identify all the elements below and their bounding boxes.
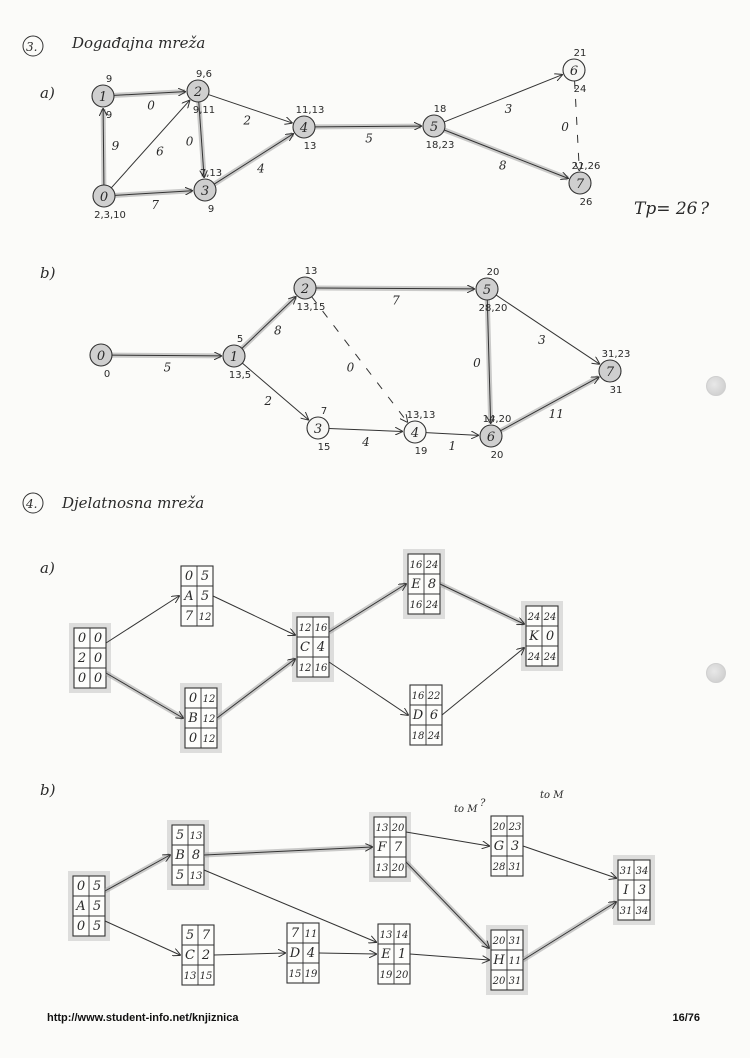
net4b-box-I-es: 31 xyxy=(619,866,633,877)
net3b-node-late-3: 15 xyxy=(317,442,331,453)
net4a-box-D xyxy=(410,685,442,745)
net4a-arrow-D-K xyxy=(442,648,524,715)
net4b-box-E-dur: 1 xyxy=(397,947,407,962)
activity-network-b xyxy=(68,812,655,995)
net4b-arrow-F-H xyxy=(406,862,489,948)
net4a-box-D-dur: 6 xyxy=(429,708,439,723)
net4a-box-C-lf: 16 xyxy=(314,663,328,674)
net4b-box-B-name: B xyxy=(175,848,185,863)
net4b-arrow-H-I xyxy=(523,902,616,960)
section-3-number: 3. xyxy=(26,40,38,54)
net4a-box-E-dur: 8 xyxy=(427,577,437,592)
net4a-arrow-B-C xyxy=(217,659,295,718)
net4b-box-F-lf: 20 xyxy=(391,863,405,874)
net3b-edge-label-5-7: 3 xyxy=(538,332,546,347)
net4b-box-F-es: 13 xyxy=(375,823,389,834)
annotation-m: to M xyxy=(540,790,564,801)
net3b-node-late-7: 31 xyxy=(609,385,623,396)
section-4-title: Djelatnosna mreža xyxy=(62,494,205,512)
net3b-edge-label-0-1: 5 xyxy=(163,360,172,375)
net3b-edge-label-2-4: 0 xyxy=(346,360,355,375)
net4b-box-A-dur: 5 xyxy=(92,899,102,914)
net3b-node-early-2: 13 xyxy=(304,266,318,277)
net4b-box-H-name: H xyxy=(493,953,505,968)
net4a-box-A-dur: 5 xyxy=(200,589,210,604)
net3b-node-early-5: 20 xyxy=(486,267,500,278)
net4a-box-B-dur: 12 xyxy=(202,714,216,725)
net3b-node-id-7: 7 xyxy=(605,365,615,380)
net4b-box-F-ef: 20 xyxy=(391,823,405,834)
net3a-edge-label-0-2: 6 xyxy=(156,144,164,159)
net4b-box-I-name: I xyxy=(623,883,629,898)
net3b-node-id-5: 5 xyxy=(482,283,492,298)
net4a-box-B xyxy=(185,688,217,748)
net4a-box-K-dur: 0 xyxy=(545,629,555,644)
net3a-node-early-1: 9 xyxy=(105,74,113,85)
net4a-arrow-start-A xyxy=(106,596,179,643)
net4a-arrow-A-C xyxy=(213,596,295,635)
net3b-node-late-1: 13,5 xyxy=(228,370,252,381)
net4a-box-E-ls: 16 xyxy=(409,600,423,611)
net3a-node-id-1: 1 xyxy=(98,90,108,105)
net3b-edge-label-1-3: 2 xyxy=(264,394,273,409)
net3b-edge-1-2 xyxy=(242,297,296,348)
net4b-box-D-lf: 19 xyxy=(304,969,318,980)
net3b-node-late-5: 28,20 xyxy=(478,303,508,314)
net3a-node-id-2: 2 xyxy=(193,85,203,100)
net4b-box-G xyxy=(491,816,523,876)
net4a-box-A-lf: 12 xyxy=(198,612,212,623)
net4a-box-C xyxy=(297,617,329,677)
net4a-box-K-ls: 24 xyxy=(527,652,541,663)
net3a-node-id-3: 3 xyxy=(200,184,210,199)
section-4-number: 4. xyxy=(26,497,38,511)
net3a-node-id-6: 6 xyxy=(569,64,579,79)
net4b-arrow-D-E xyxy=(319,953,376,954)
net4a-box-E-es: 16 xyxy=(409,560,423,571)
net3b-node-late-6: 20 xyxy=(490,450,504,461)
net3b-node-early-6: 14,20 xyxy=(482,414,512,425)
net4b-box-F-ls: 13 xyxy=(375,863,389,874)
net3a-node-id-7: 7 xyxy=(575,177,585,192)
net4a-box-A-ls: 7 xyxy=(184,609,194,624)
net3a-edge-label-0-1: 9 xyxy=(111,138,120,153)
net4a-box-E-name: E xyxy=(411,577,421,592)
punch-hole-top xyxy=(706,376,726,396)
net4b-box-G-dur: 3 xyxy=(510,839,520,854)
punch-hole-bottom xyxy=(706,663,726,683)
net4b-box-G-name: G xyxy=(493,839,505,854)
net4b-box-F-name: F xyxy=(377,840,387,855)
net4b-box-D-es: 7 xyxy=(290,926,300,941)
net4a-box-K-name: K xyxy=(529,629,539,644)
net4a-box-A xyxy=(181,566,213,626)
net3b-edge-1-3 xyxy=(242,363,308,419)
net3b-node-id-2: 2 xyxy=(300,282,310,297)
section-4b-label: b) xyxy=(40,781,56,799)
net3a-node-late-6: 24 xyxy=(573,84,587,95)
net3b-node-late-4: 19 xyxy=(414,446,428,457)
net4b-box-I-ls: 31 xyxy=(619,906,633,917)
net3a-node-id-4: 4 xyxy=(299,121,309,136)
net4a-box-start-ls: 0 xyxy=(77,671,87,686)
net4a-box-K-es: 24 xyxy=(527,612,541,623)
net4b-box-H-dur: 11 xyxy=(508,956,522,967)
net3a-node-late-3: 9 xyxy=(207,204,215,215)
section-3a-label: a) xyxy=(40,84,55,102)
net4b-box-C-lf: 15 xyxy=(199,971,213,982)
net4a-box-D-ef: 22 xyxy=(427,691,441,702)
net3b-node-early-4: 13,13 xyxy=(406,410,436,421)
net4b-box-C-dur: 2 xyxy=(201,948,211,963)
net4b-box-A-name: A xyxy=(76,899,86,914)
net4b-arrow-B-F xyxy=(204,847,372,855)
net4b-box-D-ls: 15 xyxy=(288,969,302,980)
net3a-edge-label-5-6: 3 xyxy=(504,102,513,117)
annotation-g-to-m: to M xyxy=(454,804,478,815)
net4a-box-C-dur: 4 xyxy=(316,640,326,655)
net4b-box-I-ef: 34 xyxy=(635,866,649,877)
net4a-box-K xyxy=(526,606,558,666)
net3a-node-late-4: 13 xyxy=(303,141,317,152)
net4b-box-E-es: 13 xyxy=(379,930,393,941)
net3b-edge-label-4-6: 1 xyxy=(448,438,457,453)
net4b-arrow-A-C xyxy=(105,921,180,955)
net3a-edge-5-6 xyxy=(444,75,562,122)
net3a-node-id-0: 0 xyxy=(99,190,109,205)
net4a-box-D-lf: 24 xyxy=(427,731,441,742)
net4b-box-C-ls: 13 xyxy=(183,971,197,982)
event-network-a xyxy=(92,48,600,221)
net4a-box-start-dur: 0 xyxy=(93,651,103,666)
net4b-box-C xyxy=(182,925,214,985)
net4b-box-E-ls: 19 xyxy=(379,970,393,981)
net3a-node-early-6: 21 xyxy=(573,48,587,59)
section-3b-label: b) xyxy=(40,264,56,282)
page-number: 16/76 xyxy=(672,1012,700,1024)
net3a-node-late-7: 26 xyxy=(579,197,593,208)
net4b-box-C-es: 5 xyxy=(185,928,195,943)
net4b-box-E-lf: 20 xyxy=(395,970,409,981)
net4b-box-G-es: 20 xyxy=(492,822,506,833)
net4b-box-C-name: C xyxy=(185,948,195,963)
footer-url-link[interactable]: http://www.student-info.net/knjiznica xyxy=(47,1012,239,1024)
net4b-box-H-es: 20 xyxy=(492,936,506,947)
net4b-box-H-lf: 31 xyxy=(508,976,522,987)
net4b-arrow-A-B xyxy=(105,855,170,891)
net4a-box-C-ls: 12 xyxy=(298,663,312,674)
net4a-box-start-name: 2 xyxy=(77,651,87,666)
net3b-edge-6-7 xyxy=(501,377,599,430)
net4b-box-E-ef: 14 xyxy=(395,930,409,941)
net4a-box-B-ls: 0 xyxy=(188,731,198,746)
net3b-edge-label-1-2: 8 xyxy=(273,323,282,338)
critical-time-label: Tp= 26 xyxy=(634,199,698,219)
section-3-header xyxy=(23,34,205,56)
net4b-box-G-lf: 31 xyxy=(508,862,522,873)
net3b-edge-label-6-7: 11 xyxy=(548,407,564,422)
net4a-box-start xyxy=(74,628,106,688)
net3a-edge-label-2-3: 0 xyxy=(185,134,194,149)
section-4-header xyxy=(23,493,204,513)
net3b-node-id-1: 1 xyxy=(229,350,239,365)
net4b-arrow-F-G xyxy=(406,832,489,846)
net3a-node-early-7: 21,26 xyxy=(571,161,601,172)
net3a-node-late-1: 9 xyxy=(105,110,113,121)
net4a-arrow-E-K xyxy=(440,584,524,624)
net4a-box-start-ef: 0 xyxy=(93,631,103,646)
net4a-arrow-C-E xyxy=(329,584,406,632)
net3b-node-id-0: 0 xyxy=(96,349,106,364)
net3a-edge-label-0-3: 7 xyxy=(151,197,160,212)
net3b-node-id-6: 6 xyxy=(486,430,496,445)
net4b-box-F-dur: 7 xyxy=(393,840,403,855)
event-network-b xyxy=(90,266,630,461)
net4a-arrow-C-D xyxy=(329,662,408,715)
net3b-edge-4-6 xyxy=(426,433,478,436)
net3a-edge-label-5-7: 8 xyxy=(498,158,507,173)
net3a-node-early-5: 18 xyxy=(433,104,447,115)
net3a-edge-label-4-5: 5 xyxy=(365,131,373,146)
net3b-edge-3-4 xyxy=(329,428,402,431)
activity-network-a xyxy=(69,549,563,753)
net4a-box-C-name: C xyxy=(300,640,310,655)
net3a-node-early-4: 11,13 xyxy=(295,105,325,116)
net3a-edge-label-6-7: 0 xyxy=(561,120,569,135)
net4a-box-C-ef: 16 xyxy=(314,623,328,634)
net4a-box-E-lf: 24 xyxy=(425,600,439,611)
net4a-box-D-ls: 18 xyxy=(411,731,425,742)
net4b-box-E-name: E xyxy=(381,947,391,962)
section-4a-label: a) xyxy=(40,559,55,577)
net4b-box-H xyxy=(491,930,523,990)
net4b-box-C-ef: 7 xyxy=(201,928,211,943)
net3b-edge-2-4 xyxy=(312,297,407,422)
net3b-edge-label-2-5: 7 xyxy=(392,293,400,308)
net4b-box-A-ls: 0 xyxy=(76,919,86,934)
net3b-edge-label-3-4: 4 xyxy=(362,434,370,449)
net3b-node-late-2: 13,15 xyxy=(296,302,326,313)
net4b-box-I xyxy=(618,860,650,920)
critical-time-mark: ? xyxy=(700,199,710,219)
net4b-box-A-es: 0 xyxy=(76,879,86,894)
net4a-box-E-ef: 24 xyxy=(425,560,439,571)
net4b-box-F xyxy=(374,817,406,877)
net3b-edge-label-5-6: 0 xyxy=(473,355,481,370)
net3b-edge-5-7 xyxy=(496,295,599,364)
net4b-box-D-ef: 11 xyxy=(304,929,318,940)
net4b-box-B-ls: 5 xyxy=(175,868,185,883)
net4b-arrow-C-D xyxy=(214,953,285,955)
net4b-box-I-dur: 3 xyxy=(637,883,647,898)
net4a-box-B-lf: 12 xyxy=(202,734,216,745)
net3a-node-id-5: 5 xyxy=(429,120,439,135)
net4a-box-A-name: A xyxy=(184,589,194,604)
net4a-arrow-start-B xyxy=(106,673,183,718)
net3a-edge-label-2-4: 2 xyxy=(243,113,251,128)
net3a-node-early-2: 9,6 xyxy=(196,69,212,80)
net4b-box-I-lf: 34 xyxy=(635,906,649,917)
net4b-box-A xyxy=(73,876,105,936)
net3a-node-late-2: 9,11 xyxy=(192,105,216,116)
section-3-title: Događajna mreža xyxy=(72,34,206,52)
net3a-edge-3-4 xyxy=(214,134,293,184)
net3b-node-id-3: 3 xyxy=(313,422,323,437)
net4a-box-B-name: B xyxy=(188,711,198,726)
net3a-edge-0-2 xyxy=(111,101,189,188)
net4b-box-B-es: 5 xyxy=(175,828,185,843)
net4b-box-E xyxy=(378,924,410,984)
net4a-box-K-ef: 24 xyxy=(543,612,557,623)
net3b-node-early-3: 7 xyxy=(320,406,328,417)
net4b-box-A-ef: 5 xyxy=(92,879,102,894)
net4a-box-D-name: D xyxy=(412,708,424,723)
net4a-box-B-ef: 12 xyxy=(202,694,216,705)
net4b-box-G-ls: 28 xyxy=(492,862,506,873)
net4b-box-B xyxy=(172,825,204,885)
net3a-edge-label-3-4: 4 xyxy=(257,161,265,176)
net4a-box-A-ef: 5 xyxy=(200,569,210,584)
net4b-box-B-dur: 8 xyxy=(191,848,201,863)
net4b-box-D-name: D xyxy=(289,946,301,961)
net3a-node-early-3: 7,13 xyxy=(199,168,223,179)
annotation-g-mark: ? xyxy=(480,798,486,809)
net4b-arrow-G-I xyxy=(523,846,616,878)
net4a-box-A-es: 0 xyxy=(184,569,194,584)
net4a-box-B-es: 0 xyxy=(188,691,198,706)
net4a-box-start-es: 0 xyxy=(77,631,87,646)
net3a-node-late-5: 18,23 xyxy=(425,140,455,151)
net4a-box-E xyxy=(408,554,440,614)
net4b-box-A-lf: 5 xyxy=(92,919,102,934)
net3b-node-early-7: 31,23 xyxy=(601,349,631,360)
net4b-box-H-ef: 31 xyxy=(508,936,522,947)
net4b-box-H-ls: 20 xyxy=(492,976,506,987)
net3b-node-id-4: 4 xyxy=(410,426,420,441)
net3b-node-early-1: 5 xyxy=(236,334,244,345)
net4a-box-K-lf: 24 xyxy=(543,652,557,663)
net4b-box-B-lf: 13 xyxy=(189,871,203,882)
net4a-box-start-lf: 0 xyxy=(93,671,103,686)
net3a-node-late-0: 2,3,10 xyxy=(94,210,126,221)
net3b-node-late-0: 0 xyxy=(103,369,111,380)
net3a-edge-label-1-2: 0 xyxy=(147,98,155,113)
net4b-arrow-E-H xyxy=(410,954,489,960)
net4a-box-D-es: 16 xyxy=(411,691,425,702)
net4b-box-D xyxy=(287,923,319,983)
net4a-box-C-es: 12 xyxy=(298,623,312,634)
net4b-box-B-ef: 13 xyxy=(189,831,203,842)
net4b-box-G-ef: 23 xyxy=(508,822,522,833)
net4b-box-D-dur: 4 xyxy=(306,946,316,961)
